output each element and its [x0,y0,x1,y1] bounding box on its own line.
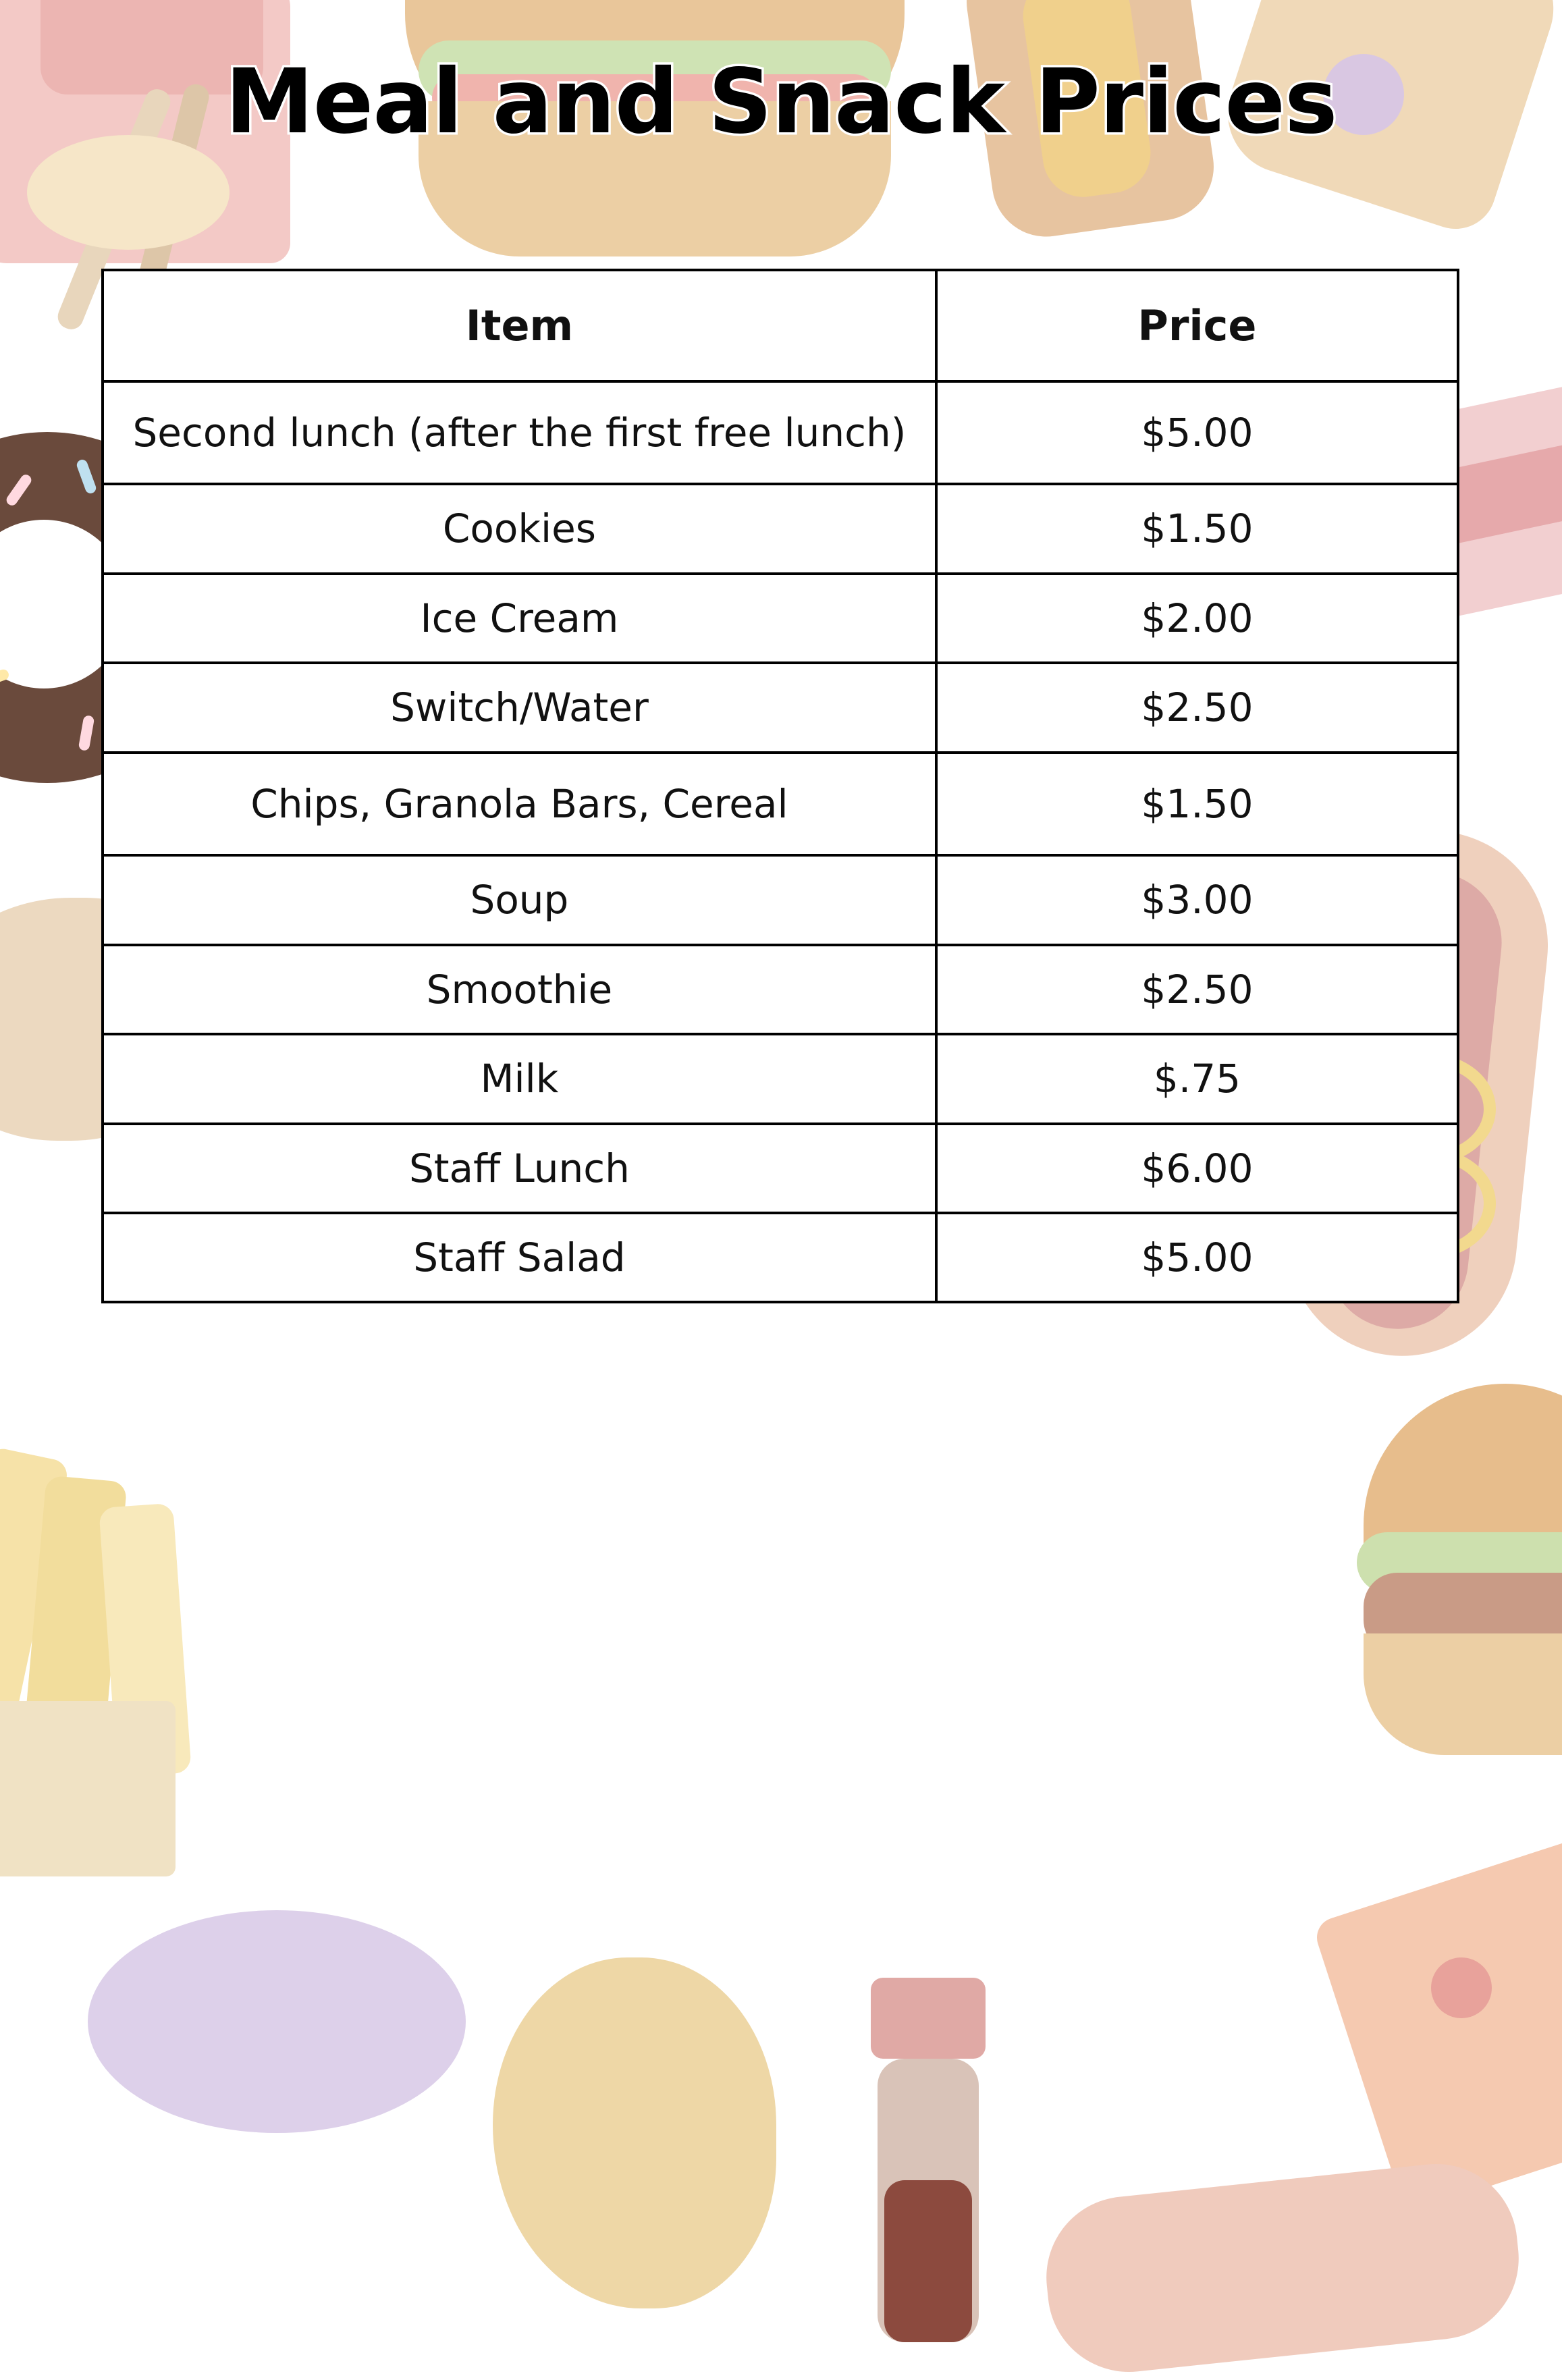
page-title: Meal and Snack Prices [225,50,1337,154]
item-price: $5.00 [936,381,1458,484]
table-header-row [103,270,1458,381]
table-row [103,945,1458,1034]
item-name: Soup [103,855,936,944]
item-price: $.75 [936,1034,1458,1123]
item-name: Switch/Water [103,663,936,752]
column-header-price: Price [936,270,1458,381]
price-table-container [101,269,1459,1303]
table-row [103,484,1458,573]
table-row [103,753,1458,855]
item-price: $3.00 [936,855,1458,944]
item-price: $1.50 [936,753,1458,855]
item-name: Smoothie [103,945,936,1034]
item-name: Staff Salad [103,1213,936,1302]
table-row [103,1124,1458,1213]
item-price: $2.50 [936,663,1458,752]
item-name: Ice Cream [103,574,936,663]
item-name: Milk [103,1034,936,1123]
table-row [103,1213,1458,1302]
item-price: $2.50 [936,945,1458,1034]
item-name: Chips, Granola Bars, Cereal [103,753,936,855]
table-row [103,381,1458,484]
table-row [103,663,1458,752]
item-price: $2.00 [936,574,1458,663]
item-name: Staff Lunch [103,1124,936,1213]
table-row [103,574,1458,663]
item-name: Cookies [103,484,936,573]
item-price: $6.00 [936,1124,1458,1213]
item-name: Second lunch (after the first free lunch) [103,381,936,484]
column-header-item: Item [103,270,936,381]
price-table [101,269,1459,1303]
table-row [103,855,1458,944]
table-row [103,1034,1458,1123]
item-price: $5.00 [936,1213,1458,1302]
item-price: $1.50 [936,484,1458,573]
